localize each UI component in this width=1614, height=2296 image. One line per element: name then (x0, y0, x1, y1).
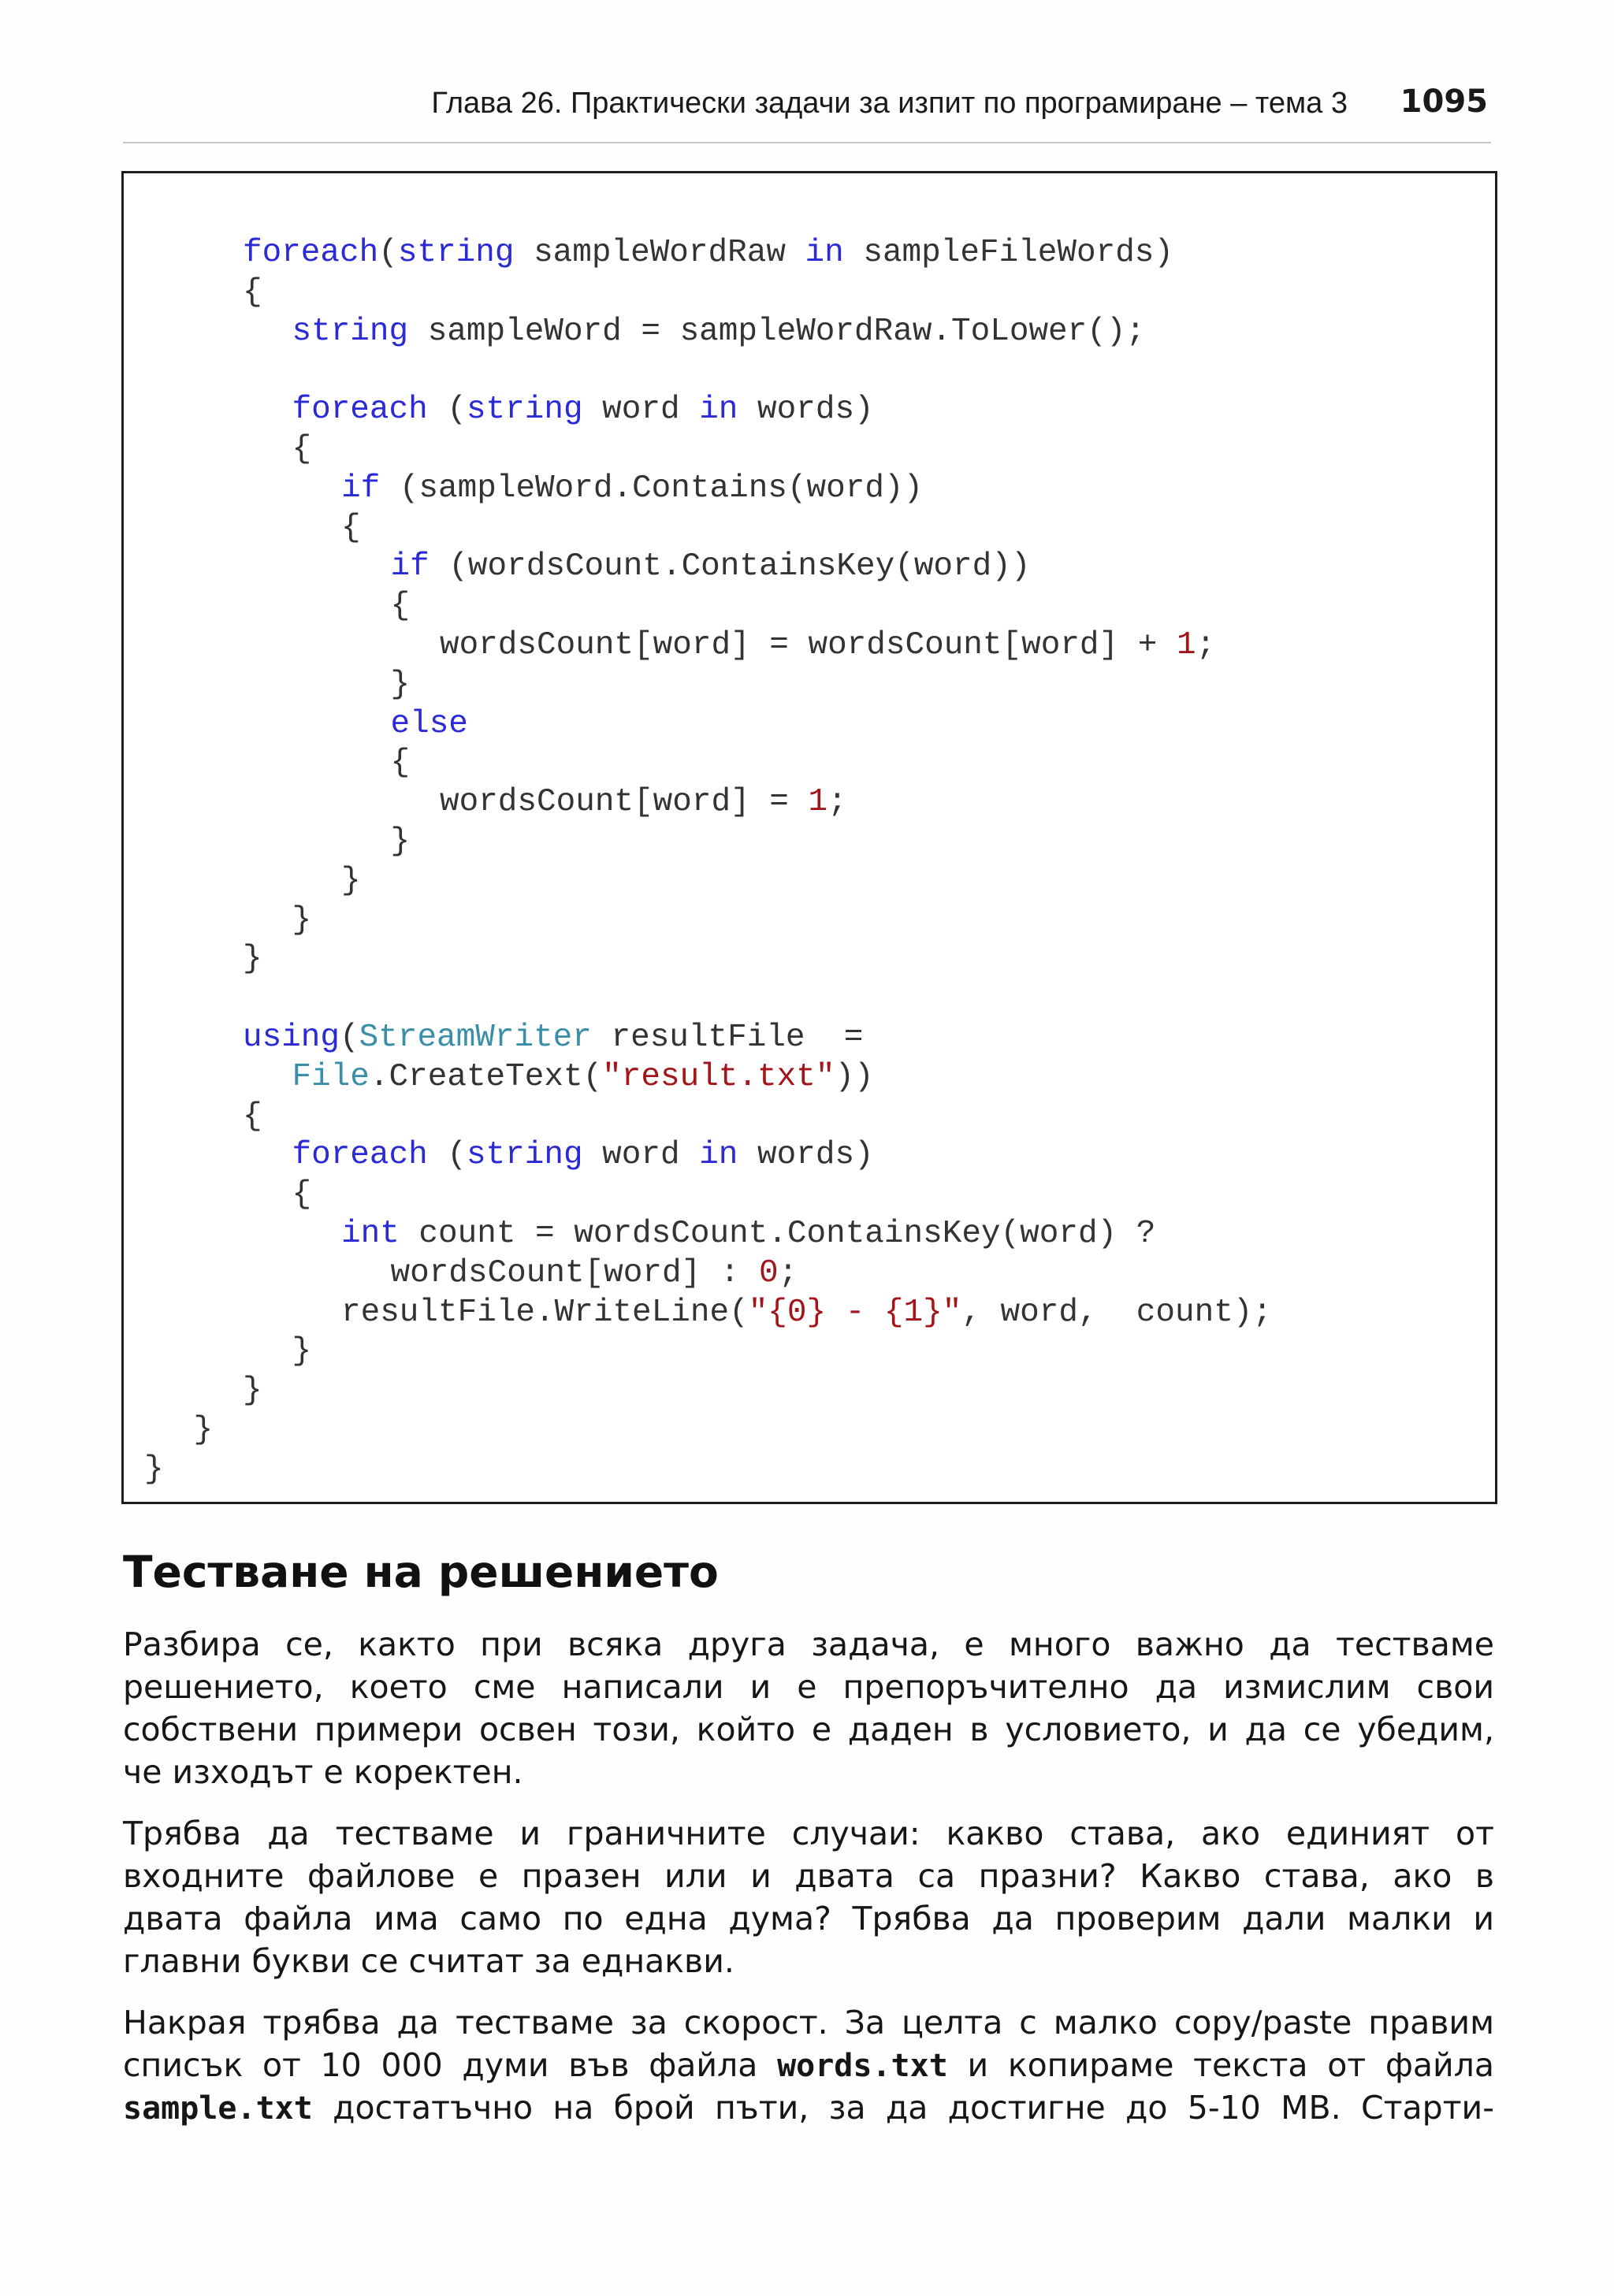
code-text: wordsCount[word] = wordsCount[word] + (440, 627, 1177, 663)
code-text: } (292, 901, 312, 938)
code-line (292, 312, 1146, 351)
code-text: wordsCount[word] : (390, 1254, 759, 1291)
code-keyword: if (390, 548, 430, 585)
code-keyword: foreach (292, 392, 428, 429)
code-line (440, 782, 847, 822)
text-line (123, 1751, 1494, 1793)
text-line (123, 2044, 1494, 2086)
code-text: { (243, 273, 262, 310)
code-line (341, 861, 361, 901)
code-text: (wordsCount.ContainsKey(word)) (429, 548, 1031, 585)
code-line (292, 390, 874, 429)
text-line (123, 2086, 1494, 2129)
code-line (292, 1175, 312, 1214)
text-run: и копираме текста от файла (947, 2046, 1495, 2084)
code-line (341, 1293, 1272, 1332)
code-line (440, 626, 1215, 665)
code-line (391, 586, 411, 626)
code-keyword: foreach (292, 1137, 428, 1174)
paragraph (123, 2001, 1494, 2129)
code-text: } (390, 823, 411, 860)
code-keyword: string (466, 392, 583, 429)
code-keyword: in (805, 235, 844, 271)
text-run: двата файла има само по една дума? Трябва да проверим дали малки и (123, 1900, 1494, 1937)
code-text: words) (738, 392, 874, 429)
code-text: { (292, 1176, 312, 1213)
text-line (123, 1812, 1494, 1855)
code-text: ; (1196, 627, 1216, 663)
code-keyword: foreach (243, 235, 379, 271)
code-text: count = wordsCount.ContainsKey(word) ? (399, 1216, 1156, 1252)
text-line (123, 1623, 1494, 1666)
section-heading: Тестване на решението (123, 1547, 719, 1597)
inline-code: words.txt (777, 2048, 948, 2084)
code-number: 0 (758, 1254, 779, 1291)
text-run: входните файлове е празен или и двата са празни? Какво става, ако в (123, 1857, 1494, 1895)
code-line (391, 547, 1031, 586)
text-line (123, 1666, 1494, 1708)
paragraph (123, 1812, 1494, 1982)
code-keyword: in (699, 392, 738, 429)
code-keyword: using (243, 1020, 340, 1056)
code-line (341, 508, 361, 548)
code-text: ( (427, 1137, 467, 1174)
code-string: "{0} - {1}" (748, 1294, 962, 1331)
code-line (243, 939, 262, 979)
code-text: } (144, 1451, 164, 1488)
code-text: } (390, 666, 411, 703)
code-line (391, 1254, 798, 1293)
code-number: 1 (1176, 627, 1196, 663)
code-text: sampleWord = sampleWordRaw.ToLower(); (408, 313, 1146, 350)
code-line (292, 1135, 874, 1175)
code-keyword: string (466, 1137, 583, 1174)
text-run: собствени примери освен този, който е даден в условието, и да се убедим, (123, 1711, 1494, 1748)
code-text: word (582, 392, 700, 429)
text-run: Разбира се, както при всяка друга задача, е много важно да тестваме (123, 1625, 1494, 1663)
text-run: достатъчно на брой пъти, за да достигне до 5-10 MB. Старти- (312, 2089, 1494, 2127)
code-text: } (341, 862, 361, 899)
code-text: ( (340, 1020, 359, 1056)
code-text: { (292, 431, 312, 467)
text-line (123, 1855, 1494, 1897)
code-line (391, 665, 411, 704)
paragraph (123, 1623, 1494, 1793)
code-text: } (193, 1412, 214, 1448)
code-line (292, 901, 312, 940)
code-keyword: in (699, 1137, 738, 1174)
code-text: { (341, 509, 361, 546)
text-run: че изходът е коректен. (123, 1753, 523, 1791)
code-text: sampleWordRaw (514, 235, 805, 271)
code-line (243, 1371, 262, 1410)
code-text: ; (827, 784, 847, 821)
code-text: resultFile = (591, 1020, 864, 1056)
code-text: (sampleWord.Contains(word)) (380, 470, 924, 507)
page-header (123, 79, 1491, 143)
chapter-title: Глава 26. Практически задачи за изпит по програмиране – тема 3 (431, 87, 1348, 120)
code-line (292, 1332, 312, 1371)
code-keyword: int (341, 1216, 400, 1252)
code-line (243, 1018, 863, 1057)
code-text: { (390, 745, 411, 782)
text-line (123, 1708, 1494, 1751)
code-text: ; (778, 1254, 798, 1291)
code-keyword: if (341, 470, 381, 507)
code-text: ( (427, 392, 467, 429)
code-text: )) (835, 1058, 874, 1095)
code-keyword: string (292, 313, 409, 350)
code-text: , word, count); (961, 1294, 1273, 1331)
code-keyword: string (397, 235, 515, 271)
code-keyword: else (390, 705, 468, 742)
code-line (391, 704, 468, 744)
code-text: wordsCount[word] = (440, 784, 809, 821)
text-run: списък от 10 000 думи във файла (123, 2046, 778, 2084)
code-text: sampleFileWords) (843, 235, 1174, 271)
code-text: } (243, 941, 262, 978)
code-line (243, 273, 262, 312)
code-line (391, 743, 411, 782)
code-line (391, 822, 411, 861)
code-text: words) (738, 1137, 874, 1174)
code-line (243, 233, 1173, 273)
text-run: Трябва да тестваме и граничните случаи: какво става, ако единият от (123, 1815, 1494, 1852)
text-line (123, 1940, 1494, 1982)
code-line (243, 1097, 262, 1136)
code-line (292, 1057, 874, 1097)
text-run: главни букви се считат за еднакви. (123, 1942, 734, 1980)
code-string: "result.txt" (602, 1058, 835, 1095)
code-text: { (390, 588, 411, 625)
code-line (194, 1410, 214, 1450)
code-line (292, 429, 312, 469)
code-listing (121, 171, 1497, 1504)
code-text: } (243, 1373, 262, 1410)
code-line (341, 469, 923, 508)
page-number: 1095 (1400, 84, 1488, 120)
code-text: resultFile.WriteLine( (341, 1294, 749, 1331)
code-text: } (292, 1333, 312, 1370)
text-run: Накрая трябва да тестваме за скорост. За целта с малко copy/paste правим (123, 2004, 1494, 2042)
code-type: StreamWriter (359, 1020, 592, 1056)
code-line (144, 1450, 164, 1489)
text-run: решението, което сме написали и е препоръчително да измислим свои (123, 1668, 1494, 1706)
inline-code: sample.txt (123, 2090, 313, 2127)
code-type: File (292, 1058, 370, 1095)
code-line (341, 1214, 1155, 1254)
code-text: ( (378, 235, 398, 271)
code-text: { (243, 1098, 262, 1135)
code-text: word (582, 1137, 700, 1174)
code-text: .CreateText( (369, 1058, 603, 1095)
text-line (123, 2001, 1494, 2044)
text-line (123, 1897, 1494, 1940)
code-number: 1 (808, 784, 828, 821)
